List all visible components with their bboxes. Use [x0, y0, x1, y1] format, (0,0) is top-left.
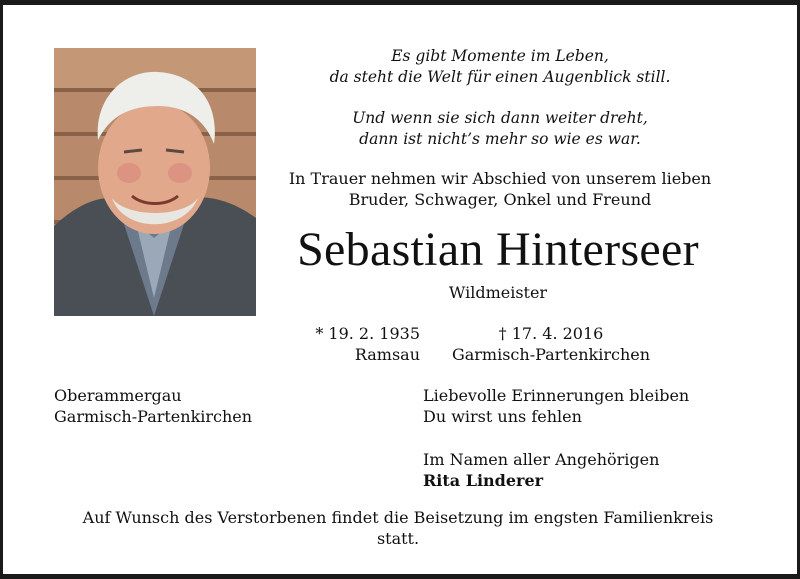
deceased-name: Sebastian Hinterseer [297, 223, 699, 276]
residence-places [54, 385, 252, 427]
poem-stanza-2 [280, 108, 720, 150]
funeral-notice [60, 507, 736, 549]
death-place: Garmisch-Partenkirchen [451, 345, 651, 364]
death-date: † 17. 4. 2016 [498, 324, 604, 343]
message-line: Liebevolle Erinnerungen bleiben [423, 386, 690, 405]
place-line: Garmisch-Partenkirchen [54, 407, 253, 426]
poem-line: da steht die Welt für einen Augenblick still. [329, 68, 671, 86]
signature-name: Rita Linderer [423, 471, 544, 490]
birth-place: Ramsau [354, 345, 420, 364]
birth-info [290, 323, 420, 365]
birth-date: * 19. 2. 1935 [315, 324, 420, 343]
death-info [430, 323, 672, 365]
message-line: Du wirst uns fehlen [423, 407, 582, 426]
farewell-message [423, 385, 689, 491]
intro-line: In Trauer nehmen wir Abschied von unserem lieben [288, 169, 712, 188]
intro-line: Bruder, Schwager, Onkel und Freund [348, 190, 652, 209]
poem-line: Es gibt Momente im Leben, [391, 47, 609, 65]
place-line: Oberammergau [54, 386, 182, 405]
portrait-image [54, 48, 256, 316]
signature-intro: Im Namen aller Angehörigen [423, 450, 660, 469]
poem-line: dann ist nicht’s mehr so wie es war. [359, 130, 641, 148]
footer-line: statt. [376, 529, 420, 548]
deceased-profession: Wildmeister [448, 283, 548, 302]
portrait-photo [54, 48, 256, 316]
footer-line: Auf Wunsch des Verstorbenen findet die Beisetzung im engsten Familienkreis [82, 508, 714, 527]
poem-line: Und wenn sie sich dann weiter dreht, [352, 109, 648, 127]
poem-stanza-1 [280, 46, 720, 88]
mourning-intro [270, 168, 730, 210]
